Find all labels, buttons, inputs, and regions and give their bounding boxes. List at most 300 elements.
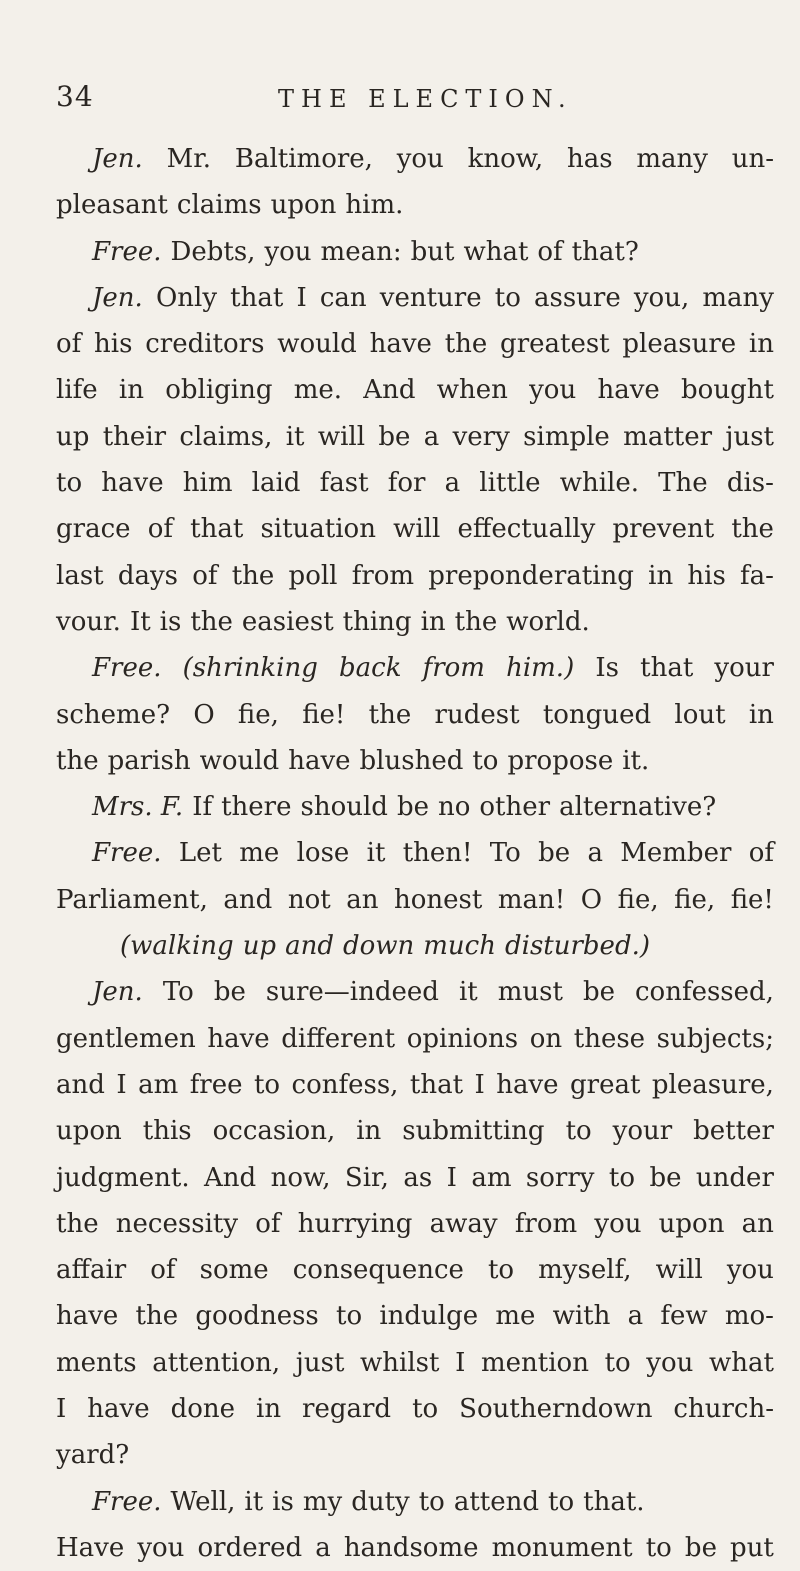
text-word: fie, bbox=[674, 884, 716, 915]
text-word: would bbox=[199, 745, 280, 776]
text-word: poll bbox=[288, 560, 338, 591]
speaker-name: Free. bbox=[92, 838, 162, 869]
text-word: you bbox=[137, 1532, 185, 1563]
stage-direction-word: (shrinking bbox=[182, 653, 318, 684]
text-line bbox=[56, 738, 774, 784]
text-word: rudest bbox=[434, 699, 520, 730]
text-word: preponderating bbox=[428, 560, 634, 591]
text-word: can bbox=[319, 282, 367, 313]
text-word: you bbox=[646, 1347, 694, 1378]
text-word: of bbox=[192, 560, 218, 591]
text-word: different bbox=[281, 1023, 396, 1054]
text-word: to bbox=[253, 1069, 281, 1100]
text-word: you bbox=[594, 1208, 642, 1239]
text-word: Mr. bbox=[166, 144, 212, 174]
text-word: Southerndown bbox=[459, 1394, 653, 1425]
text-word: me bbox=[239, 838, 280, 869]
speaker-name: Free. bbox=[92, 236, 162, 267]
text-line bbox=[56, 414, 774, 460]
text-word: Parliament, bbox=[56, 884, 208, 915]
text-word: O bbox=[580, 884, 603, 915]
text-word: O bbox=[193, 699, 215, 730]
text-word: parish bbox=[107, 745, 191, 776]
text-word: then! bbox=[402, 838, 473, 869]
text-word: have bbox=[288, 745, 351, 776]
text-word: and bbox=[56, 1069, 105, 1100]
text-line bbox=[56, 1479, 774, 1525]
text-word: opinions bbox=[406, 1023, 519, 1054]
text-word: for bbox=[387, 468, 426, 499]
text-word: would bbox=[277, 329, 357, 360]
text-word: be bbox=[649, 1162, 682, 1193]
text-word: in bbox=[356, 1116, 382, 1147]
text-word: monument bbox=[491, 1532, 633, 1563]
speaker-name: Jen. bbox=[92, 977, 143, 1008]
text-word: to bbox=[608, 1162, 636, 1193]
text-word: must bbox=[497, 977, 563, 1008]
text-word: very bbox=[452, 421, 510, 452]
text-word: it bbox=[244, 1486, 264, 1517]
text-word: will bbox=[317, 421, 366, 452]
text-word: matter bbox=[623, 421, 713, 452]
text-word: your bbox=[612, 1116, 673, 1147]
text-word: have bbox=[207, 1023, 270, 1054]
text-line bbox=[56, 877, 774, 923]
speaker-name: Free. bbox=[92, 1486, 162, 1517]
text-word: world. bbox=[506, 606, 590, 637]
text-word: Debts, bbox=[170, 236, 256, 267]
text-word: his bbox=[94, 329, 133, 360]
text-word: lose bbox=[296, 838, 350, 869]
text-line bbox=[56, 1293, 774, 1339]
text-word: to bbox=[412, 1394, 439, 1425]
text-word: occasion, bbox=[212, 1116, 336, 1147]
speaker-name: Free. bbox=[92, 653, 162, 684]
text-word: Member bbox=[620, 838, 732, 869]
text-word: what bbox=[463, 236, 529, 267]
text-word: claims bbox=[176, 190, 262, 221]
text-line bbox=[56, 923, 774, 969]
text-word: in bbox=[748, 699, 774, 730]
text-word: I bbox=[116, 1069, 127, 1100]
text-word: assure bbox=[533, 282, 621, 313]
text-word: have bbox=[87, 1394, 150, 1425]
text-word: the bbox=[454, 606, 498, 637]
text-word: from bbox=[514, 1208, 578, 1239]
text-word: prevent bbox=[612, 514, 715, 545]
text-line bbox=[56, 969, 774, 1015]
text-word: mo- bbox=[724, 1301, 774, 1332]
text-word: Sir, bbox=[344, 1162, 389, 1193]
text-word: myself, bbox=[538, 1255, 632, 1286]
text-word: just bbox=[295, 1347, 345, 1378]
text-word: his bbox=[687, 560, 726, 591]
text-word: thing bbox=[342, 606, 412, 637]
text-line bbox=[56, 1155, 774, 1201]
text-word: few bbox=[660, 1301, 708, 1332]
text-word: dis- bbox=[726, 468, 774, 499]
text-word: alternative? bbox=[559, 792, 717, 823]
text-word: should bbox=[300, 792, 388, 823]
text-line bbox=[56, 1247, 774, 1293]
text-word: fast bbox=[319, 468, 369, 499]
text-word: be bbox=[396, 792, 429, 823]
text-word: be bbox=[538, 838, 571, 869]
text-word: propose bbox=[507, 745, 614, 776]
text-word: an bbox=[741, 1208, 774, 1239]
text-line bbox=[56, 460, 774, 506]
text-word: is bbox=[272, 1486, 294, 1517]
text-word: obliging bbox=[165, 375, 273, 406]
text-word: creditors bbox=[145, 329, 265, 360]
text-word: a bbox=[315, 1532, 331, 1563]
text-word: fie! bbox=[730, 884, 774, 915]
text-word: these bbox=[573, 1023, 646, 1054]
text-word: what bbox=[709, 1347, 774, 1378]
text-word: while. bbox=[559, 468, 639, 499]
text-word: that bbox=[409, 1069, 464, 1100]
text-word: am bbox=[471, 1162, 512, 1193]
text-word: Is bbox=[595, 653, 619, 684]
text-word: the bbox=[135, 1301, 179, 1332]
text-line bbox=[56, 1432, 774, 1478]
text-word: will bbox=[393, 514, 441, 545]
text-word: pleasure, bbox=[651, 1069, 774, 1100]
text-word: Only bbox=[155, 282, 218, 313]
text-word: sorry bbox=[525, 1162, 595, 1193]
text-word: to bbox=[336, 1301, 363, 1332]
text-word: I bbox=[296, 282, 307, 313]
text-word: the bbox=[190, 606, 233, 637]
text-word: not bbox=[287, 884, 331, 915]
text-word: If bbox=[192, 792, 213, 823]
text-word: yard? bbox=[56, 1440, 130, 1471]
text-word: to bbox=[418, 1486, 445, 1517]
text-word: to bbox=[487, 1255, 515, 1286]
text-word: pleasure bbox=[622, 329, 737, 360]
text-word: handsome bbox=[343, 1532, 479, 1563]
text-word: has bbox=[566, 144, 613, 174]
text-line bbox=[56, 321, 774, 367]
running-title: THE ELECTION. bbox=[278, 85, 573, 113]
text-word: grace bbox=[56, 514, 131, 545]
text-word: I bbox=[474, 1069, 485, 1100]
text-word: you, bbox=[633, 282, 690, 313]
text-word: in bbox=[420, 606, 446, 637]
text-word: And bbox=[363, 375, 416, 406]
text-line bbox=[56, 229, 774, 275]
text-word: lout bbox=[674, 699, 726, 730]
text-word: to bbox=[548, 1486, 575, 1517]
stage-direction-word: and bbox=[285, 931, 334, 962]
text-word: upon bbox=[56, 1116, 122, 1147]
text-word: me bbox=[495, 1301, 536, 1332]
text-word: but bbox=[410, 236, 455, 267]
text-word: I bbox=[446, 1162, 457, 1193]
text-line bbox=[56, 1108, 774, 1154]
play-text bbox=[56, 136, 774, 1571]
text-word: tongued bbox=[542, 699, 652, 730]
stage-direction-word: from bbox=[422, 653, 485, 684]
text-word: necessity bbox=[115, 1208, 239, 1239]
text-word: be bbox=[378, 421, 411, 452]
text-word: it bbox=[366, 838, 386, 869]
text-word: ordered bbox=[197, 1532, 303, 1563]
text-word: many bbox=[636, 144, 708, 174]
text-line bbox=[56, 1016, 774, 1062]
text-word: some bbox=[199, 1255, 269, 1286]
text-word: laid bbox=[251, 468, 301, 499]
text-word: upon bbox=[270, 190, 337, 221]
text-word: that bbox=[640, 653, 694, 684]
text-word: that. bbox=[583, 1486, 645, 1517]
text-word: great bbox=[570, 1069, 641, 1100]
text-word: their bbox=[102, 421, 167, 452]
text-word: Let bbox=[178, 838, 222, 869]
text-word: blushed bbox=[359, 745, 464, 776]
text-word: the bbox=[444, 329, 488, 360]
text-word: fie! bbox=[302, 699, 346, 730]
text-word: free bbox=[189, 1069, 243, 1100]
text-word: fie, bbox=[237, 699, 279, 730]
text-word: of bbox=[255, 1208, 281, 1239]
text-word: effectually bbox=[457, 514, 596, 545]
text-line bbox=[56, 645, 774, 691]
text-line bbox=[56, 1062, 774, 1108]
text-word: days bbox=[117, 560, 179, 591]
text-word: just bbox=[725, 421, 774, 452]
text-line bbox=[56, 830, 774, 876]
text-word: from bbox=[351, 560, 415, 591]
text-word: easiest bbox=[241, 606, 334, 637]
text-word: up bbox=[56, 421, 90, 452]
text-word: an bbox=[346, 884, 379, 915]
text-word: of bbox=[748, 838, 774, 869]
text-word: attention, bbox=[152, 1347, 281, 1378]
speaker-name: Jen. bbox=[92, 144, 143, 174]
text-word: scheme? bbox=[56, 699, 171, 730]
text-word: the bbox=[231, 560, 275, 591]
text-word: that bbox=[190, 514, 244, 545]
text-word: honest bbox=[394, 884, 483, 915]
text-word: regard bbox=[302, 1394, 392, 1425]
text-word: situation bbox=[260, 514, 376, 545]
text-word: under bbox=[695, 1162, 774, 1193]
stage-direction-word: much bbox=[423, 931, 496, 962]
text-word: gentlemen bbox=[56, 1023, 196, 1054]
page-header bbox=[56, 80, 760, 130]
text-word: to bbox=[604, 1347, 631, 1378]
text-line bbox=[56, 1340, 774, 1386]
text-word: in bbox=[648, 560, 674, 591]
text-line bbox=[56, 1201, 774, 1247]
text-word: to bbox=[494, 282, 521, 313]
text-word: now, bbox=[270, 1162, 331, 1193]
text-word: my bbox=[302, 1486, 343, 1517]
text-word: you bbox=[529, 375, 577, 406]
text-word: confess, bbox=[291, 1069, 399, 1100]
text-word: I bbox=[455, 1347, 466, 1378]
text-word: the bbox=[731, 514, 774, 545]
text-word: me. bbox=[293, 375, 343, 406]
text-word: as bbox=[403, 1162, 433, 1193]
text-word: in bbox=[256, 1394, 282, 1425]
text-word: greatest bbox=[500, 329, 610, 360]
text-word: have bbox=[101, 468, 164, 499]
text-word: To bbox=[489, 838, 521, 869]
text-line bbox=[56, 599, 774, 645]
text-word: Well, bbox=[170, 1486, 236, 1517]
text-word: Baltimore, bbox=[234, 144, 373, 174]
text-word: when bbox=[436, 375, 508, 406]
text-word: church- bbox=[673, 1394, 774, 1425]
text-word: of bbox=[56, 329, 82, 360]
text-word: to bbox=[645, 1532, 672, 1563]
stage-direction-word: him.) bbox=[506, 653, 575, 684]
text-word: fie, bbox=[617, 884, 659, 915]
text-word: man! bbox=[497, 884, 566, 915]
text-word: upon bbox=[658, 1208, 725, 1239]
text-word: is bbox=[159, 606, 182, 637]
stage-direction-word: back bbox=[338, 653, 402, 684]
text-word: have bbox=[369, 329, 432, 360]
text-word: indulge bbox=[379, 1301, 479, 1332]
text-word: it. bbox=[622, 745, 650, 776]
text-word: to bbox=[56, 468, 83, 499]
text-word: you bbox=[396, 144, 444, 174]
stage-direction-word: down bbox=[342, 931, 415, 962]
text-word: the bbox=[56, 745, 99, 776]
text-word: a bbox=[627, 1301, 644, 1332]
text-word: The bbox=[658, 468, 708, 499]
text-word: the bbox=[56, 1208, 99, 1239]
text-word: goodness bbox=[195, 1301, 319, 1332]
page-number: 34 bbox=[56, 80, 94, 113]
text-word: claims, bbox=[179, 421, 273, 452]
text-word: there bbox=[221, 792, 292, 823]
text-line bbox=[56, 784, 774, 830]
text-word: subjects; bbox=[656, 1023, 774, 1054]
text-word: of bbox=[147, 514, 173, 545]
text-word: be bbox=[582, 977, 615, 1008]
text-word: confessed, bbox=[634, 977, 774, 1008]
text-word: judgment. bbox=[56, 1162, 190, 1193]
text-word: that bbox=[230, 282, 284, 313]
stage-direction-word: up bbox=[242, 931, 277, 962]
text-word: away bbox=[429, 1208, 498, 1239]
text-word: sure—indeed bbox=[265, 977, 439, 1008]
text-word: last bbox=[56, 560, 104, 591]
text-word: that? bbox=[571, 236, 639, 267]
text-word: and bbox=[223, 884, 273, 915]
text-word: your bbox=[714, 653, 774, 684]
text-word: of bbox=[537, 236, 563, 267]
text-word: you bbox=[726, 1255, 774, 1286]
text-word: with bbox=[552, 1301, 611, 1332]
text-word: know, bbox=[467, 144, 544, 174]
speaker-name: Mrs. F. bbox=[92, 792, 184, 823]
text-word: a bbox=[444, 468, 461, 499]
text-line bbox=[56, 692, 774, 738]
text-word: have bbox=[597, 375, 660, 406]
text-word: attend bbox=[453, 1486, 540, 1517]
text-word: venture bbox=[379, 282, 482, 313]
text-word: mean: bbox=[320, 236, 402, 267]
stage-direction-word: (walking bbox=[120, 931, 234, 962]
text-line bbox=[56, 367, 774, 413]
text-word: this bbox=[142, 1116, 192, 1147]
text-word: on bbox=[529, 1023, 563, 1054]
text-word: consequence bbox=[292, 1255, 464, 1286]
text-word: better bbox=[693, 1116, 774, 1147]
text-line bbox=[56, 1525, 774, 1571]
text-word: un- bbox=[731, 144, 774, 174]
text-word: duty bbox=[351, 1486, 410, 1517]
text-word: bought bbox=[681, 375, 774, 406]
text-line bbox=[56, 506, 774, 552]
text-word: in bbox=[748, 329, 774, 360]
text-word: be bbox=[684, 1532, 717, 1563]
text-word: am bbox=[138, 1069, 179, 1100]
text-word: no bbox=[437, 792, 471, 823]
text-word: submitting bbox=[402, 1116, 545, 1147]
text-word: hurrying bbox=[297, 1208, 413, 1239]
text-word: vour. bbox=[56, 606, 121, 637]
text-line bbox=[56, 1386, 774, 1432]
text-word: have bbox=[496, 1069, 559, 1100]
text-word: other bbox=[479, 792, 551, 823]
text-word: him. bbox=[345, 190, 404, 221]
text-word: affair bbox=[56, 1255, 127, 1286]
text-word: have bbox=[56, 1301, 119, 1332]
text-word: a bbox=[587, 838, 603, 869]
text-word: Have bbox=[56, 1532, 125, 1563]
text-word: many bbox=[702, 282, 774, 313]
text-word: in bbox=[118, 375, 144, 406]
text-word: mention bbox=[480, 1347, 589, 1378]
text-word: pleasant bbox=[56, 190, 168, 221]
text-line bbox=[56, 182, 774, 228]
text-word: it bbox=[285, 421, 305, 452]
text-word: put bbox=[730, 1532, 774, 1563]
text-word: simple bbox=[523, 421, 610, 452]
text-word: And bbox=[204, 1162, 257, 1193]
text-word: to bbox=[472, 745, 499, 776]
text-word: the bbox=[368, 699, 412, 730]
text-word: will bbox=[655, 1255, 703, 1286]
text-word: fa- bbox=[740, 560, 774, 591]
text-word: you bbox=[264, 236, 312, 267]
text-word: done bbox=[170, 1394, 236, 1425]
text-word: it bbox=[458, 977, 478, 1008]
text-word: To bbox=[162, 977, 194, 1008]
text-word: to bbox=[565, 1116, 592, 1147]
text-line bbox=[56, 136, 774, 182]
text-word: little bbox=[479, 468, 541, 499]
text-word: be bbox=[213, 977, 246, 1008]
stage-direction-word: disturbed.) bbox=[504, 931, 650, 962]
text-word: whilst bbox=[360, 1347, 440, 1378]
text-line bbox=[56, 553, 774, 599]
text-word: a bbox=[423, 421, 440, 452]
text-word: life bbox=[56, 375, 98, 406]
speaker-name: Jen. bbox=[92, 282, 143, 313]
text-word: It bbox=[129, 606, 151, 637]
text-word: of bbox=[150, 1255, 176, 1286]
text-word: I bbox=[56, 1394, 67, 1425]
text-word: him bbox=[182, 468, 233, 499]
text-word: ments bbox=[56, 1347, 137, 1378]
